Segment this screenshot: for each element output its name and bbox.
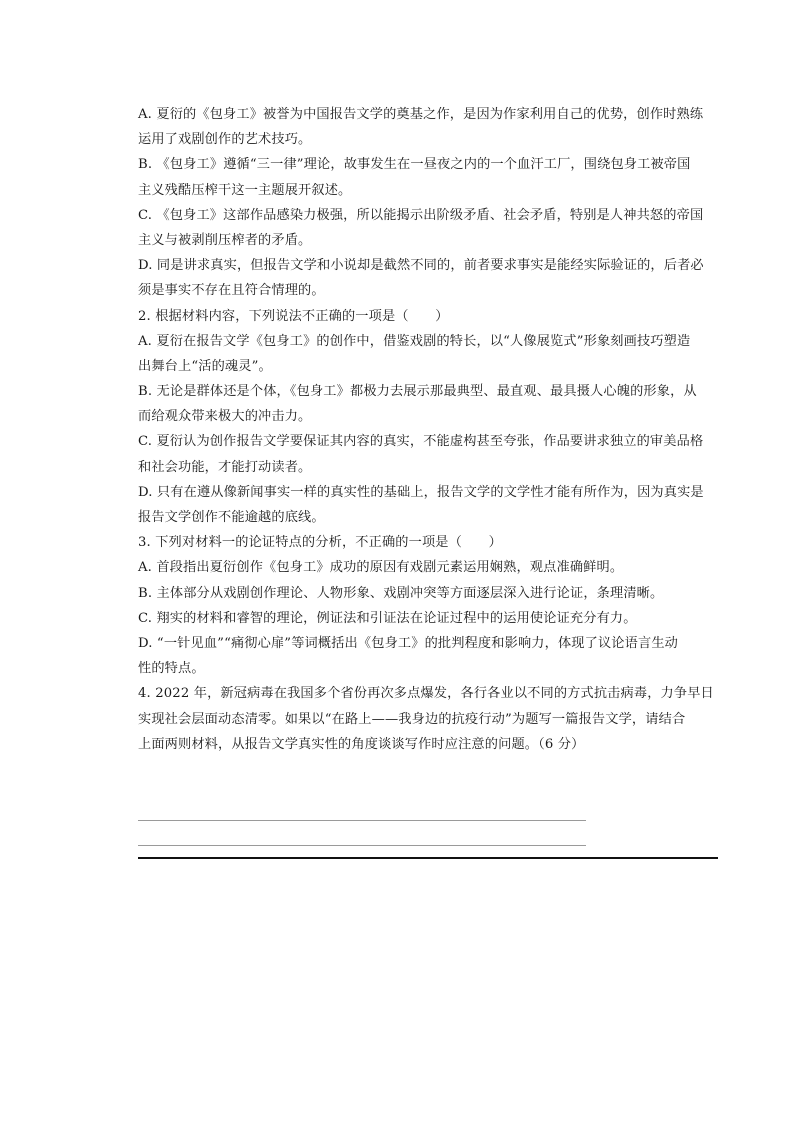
text-line: 主义残酷压榨干这一主题展开叙述。 xyxy=(138,182,352,198)
question-4-stem: 4. 2022 年，新冠病毒在我国多个省份再次多点爆发，各行各业以不同的方式抗击病毒，力争早日 xyxy=(138,686,714,702)
answer-blank-line[interactable] xyxy=(138,820,586,821)
section-divider xyxy=(138,857,718,859)
answer-blank-line[interactable] xyxy=(138,845,586,846)
text-line: 报告文学创作不能逾越的底线。 xyxy=(138,510,325,525)
text-line: 和社会功能，才能打动读者。 xyxy=(138,459,312,475)
text-line: 运用了戏剧创作的艺术技巧。 xyxy=(138,132,312,148)
question-3-stem: 3. 下列对材料一的论证特点的分析，不正确的一项是（ ） xyxy=(138,535,502,551)
text-line: B. 《包身工》遵循“三一律”理论，故事发生在一昼夜之内的一个血汗工厂，围绕包身工被帝国 xyxy=(138,157,691,173)
text-line: 须是事实不存在且符合情理的。 xyxy=(138,283,325,299)
text-line: D. “一针见血”“痛彻心扉”等词概括出《包身工》的批判程度和影响力，体现了议论语言生动 xyxy=(138,635,678,651)
text-line: C. 夏衍认为创作报告文学要保证其内容的真实，不能虚构甚至夸张，作品要讲求独立的审美品格 xyxy=(138,434,704,450)
text-line: 实现社会层面动态清零。如果以“在路上——我身边的抗疫行动”为题写一篇报告文学，请结合 xyxy=(138,711,686,727)
text-line: A. 夏衍在报告文学《包身工》的创作中，借鉴戏剧的特长，以“人像展览式”形象刻画技巧塑造 xyxy=(138,333,691,349)
question-text xyxy=(138,102,718,757)
text-line: 上面两则材料，从报告文学真实性的角度谈谈写作时应注意的问题。（6 分） xyxy=(138,736,585,752)
text-line: 性的特点。 xyxy=(138,661,205,677)
text-line: 主义与被剥削压榨者的矛盾。 xyxy=(138,232,312,248)
text-line: 而给观众带来极大的冲击力。 xyxy=(138,409,312,425)
question-2-stem: 2. 根据材料内容，下列说法不正确的一项是（ ） xyxy=(138,308,449,324)
text-line: A. 首段指出夏衍创作《包身工》成功的原因有戏剧元素运用娴熟，观点准确鲜明。 xyxy=(138,560,624,576)
text-line: D. 同是讲求真实，但报告文学和小说却是截然不同的，前者要求事实是能经实际验证的，后者必 xyxy=(138,258,704,274)
text-line: B. 无论是群体还是个体，《包身工》都极力去展示那最典型、最直观、最具摄人心魄的形象，从 xyxy=(138,384,697,400)
text-line: 出舞台上“活的魂灵”。 xyxy=(138,358,272,374)
text-line: C. 《包身工》这部作品感染力极强，所以能揭示出阶级矛盾、社会矛盾，特别是人神共怒的帝国 xyxy=(138,207,704,223)
text-line: C. 翔实的材料和睿智的理论，例证法和引证法在论证过程中的运用使论证充分有力。 xyxy=(138,610,637,626)
text-line: D. 只有在遵从像新闻事实一样的真实性的基础上，报告文学的文学性才能有所作为，因为真实是 xyxy=(138,484,704,500)
text-line: B. 主体部分从戏剧创作理论、人物形象、戏剧冲突等方面逐层深入进行论证，条理清晰。 xyxy=(138,585,664,601)
text-line: A. 夏衍的《包身工》被誉为中国报告文学的奠基之作，是因为作家利用自己的优势，创作时熟练 xyxy=(138,107,704,122)
